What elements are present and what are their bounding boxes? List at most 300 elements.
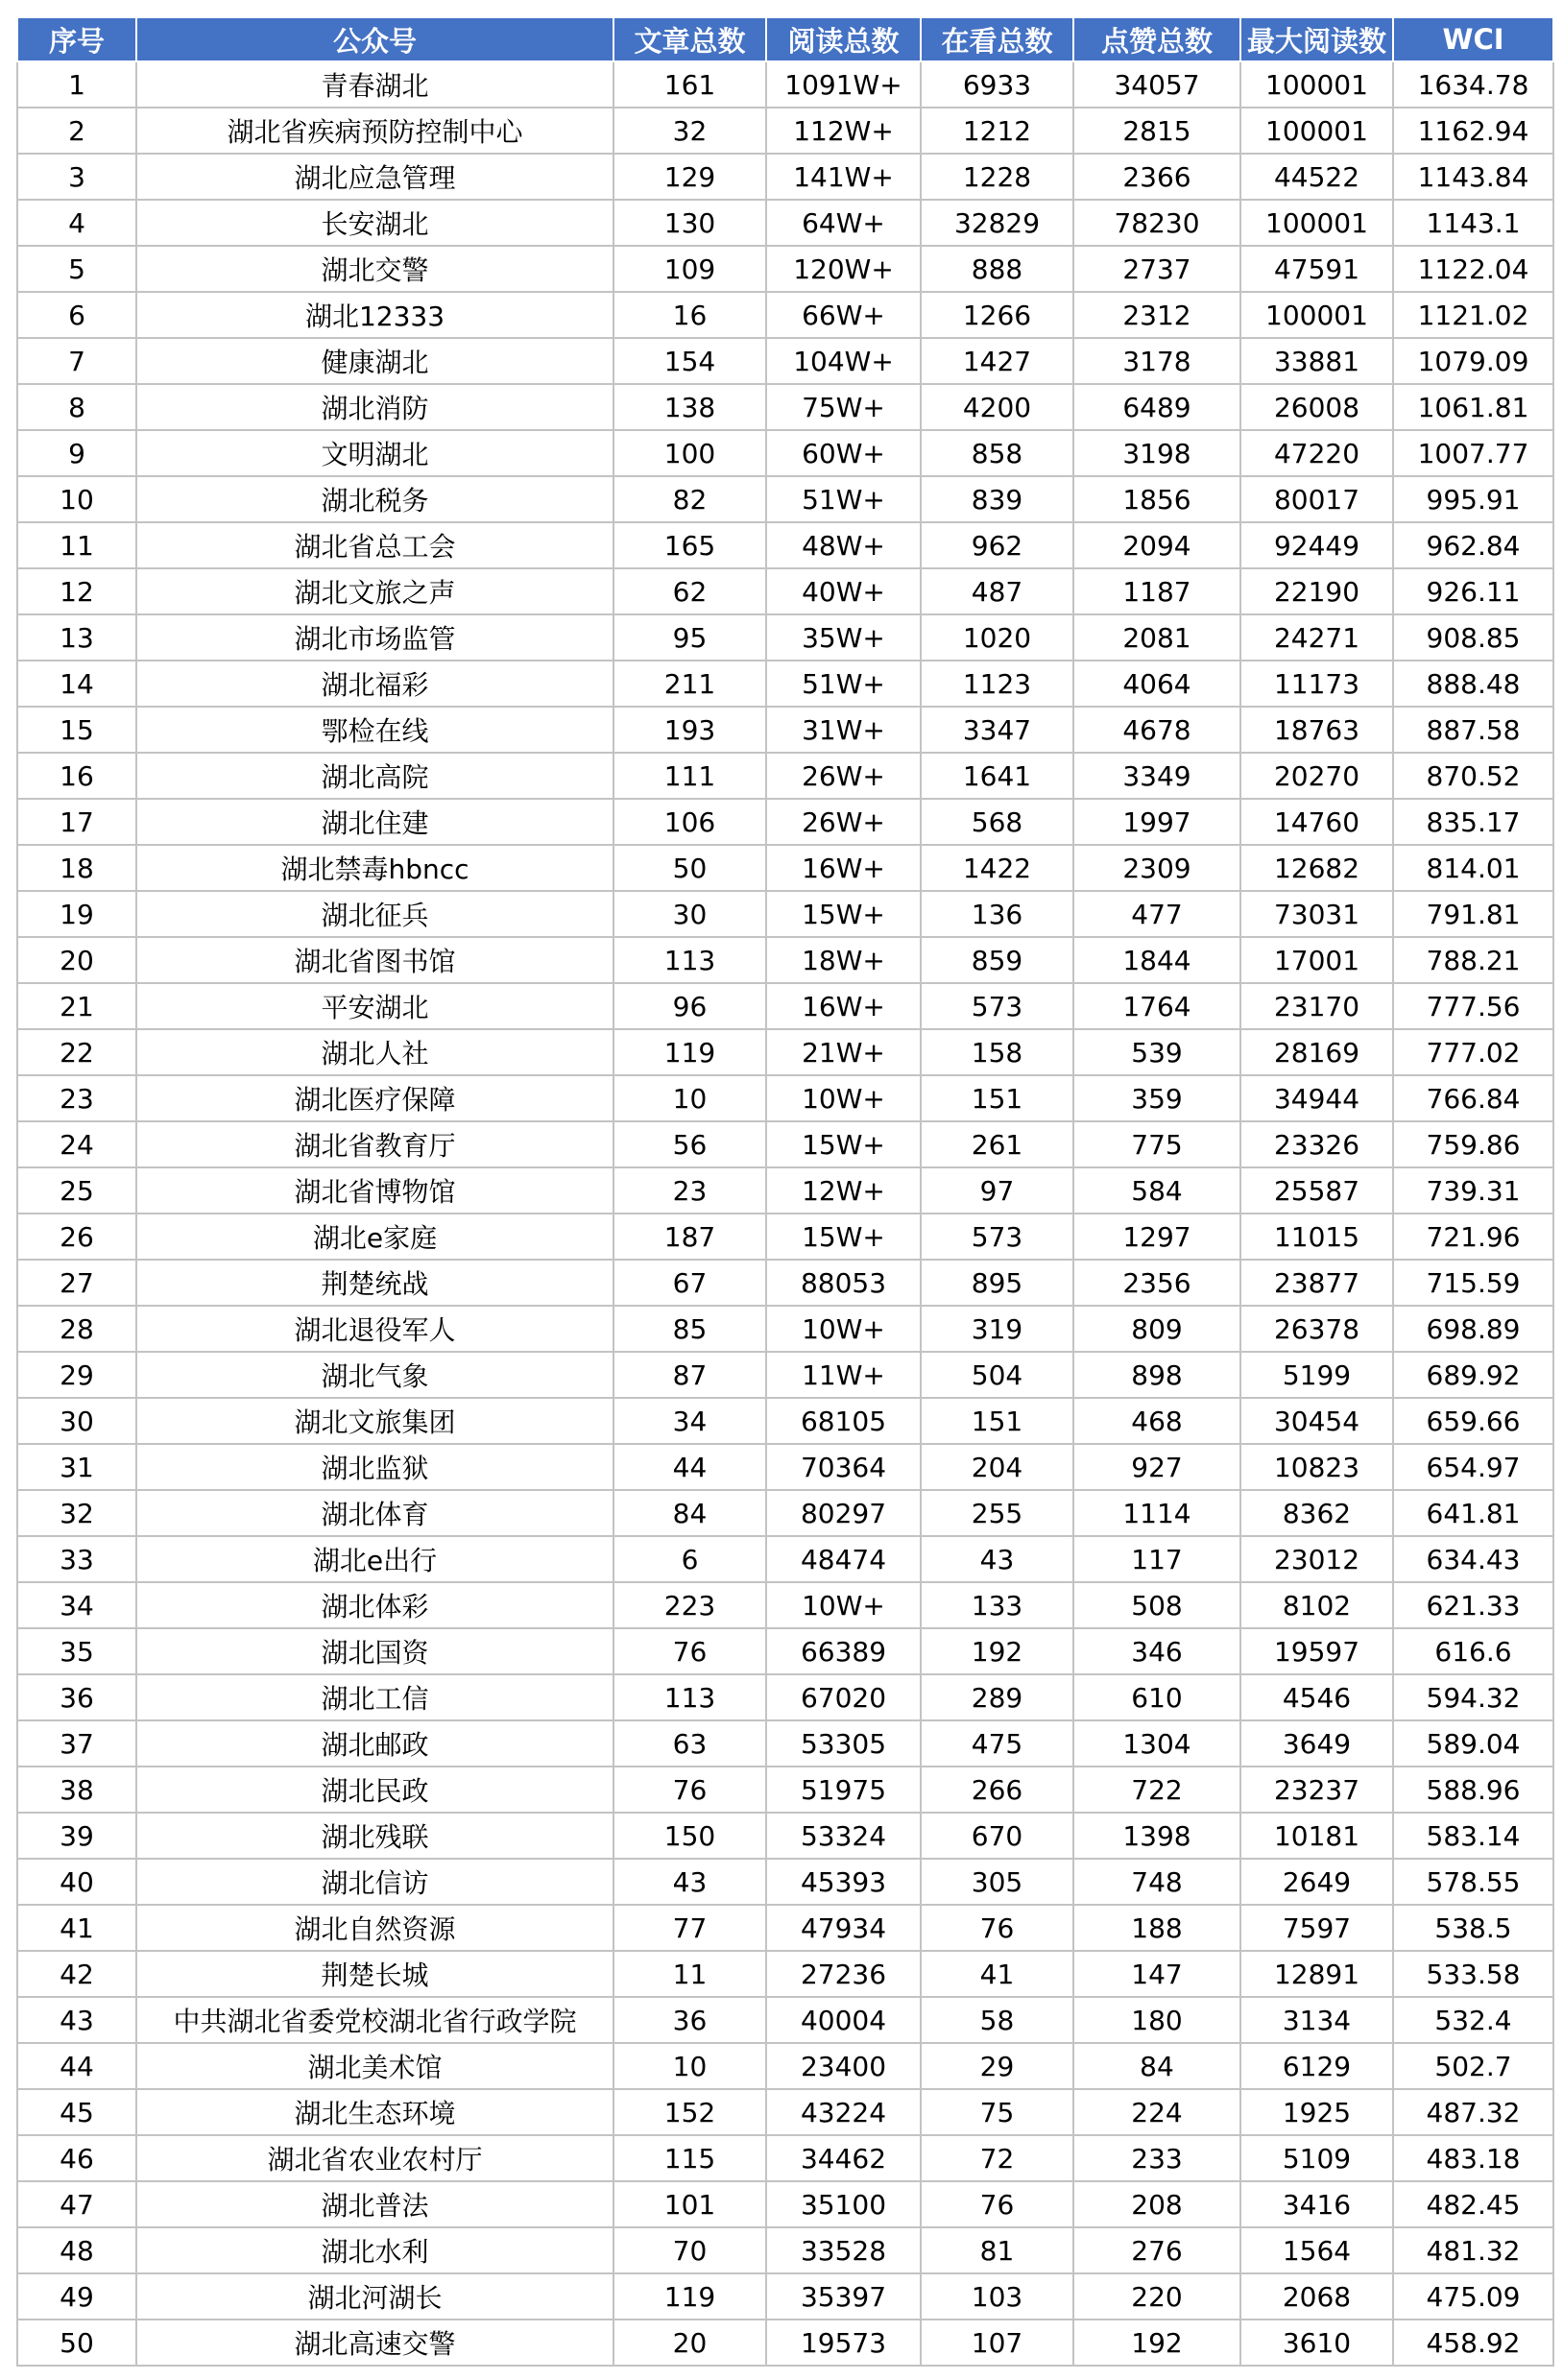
table-row <box>17 338 1553 384</box>
cell-watching: 158 <box>921 1029 1073 1075</box>
cell-account: 湖北消防 <box>136 384 613 430</box>
header-watching: 在看总数 <box>921 17 1073 61</box>
cell-articles: 62 <box>613 568 766 614</box>
cell-max-reads: 92449 <box>1240 522 1393 568</box>
header-reads: 阅读总数 <box>766 17 921 61</box>
cell-likes: 809 <box>1073 1306 1240 1352</box>
cell-articles: 161 <box>613 61 766 108</box>
cell-reads: 40W+ <box>766 568 921 614</box>
cell-likes: 1844 <box>1073 937 1240 983</box>
cell-articles: 152 <box>613 2089 766 2135</box>
cell-rank: 13 <box>17 614 136 661</box>
cell-reads: 67020 <box>766 1674 921 1720</box>
cell-account: 湖北医疗保障 <box>136 1075 613 1121</box>
cell-articles: 129 <box>613 154 766 200</box>
cell-watching: 43 <box>921 1536 1073 1582</box>
cell-account: 湖北民政 <box>136 1767 613 1813</box>
cell-reads: 45393 <box>766 1859 921 1905</box>
cell-articles: 87 <box>613 1352 766 1398</box>
cell-max-reads: 3134 <box>1240 1997 1393 2043</box>
cell-wci: 908.85 <box>1393 614 1553 661</box>
table-row <box>17 200 1553 246</box>
cell-rank: 30 <box>17 1398 136 1444</box>
cell-likes: 34057 <box>1073 61 1240 108</box>
cell-likes: 748 <box>1073 1859 1240 1905</box>
cell-wci: 814.01 <box>1393 845 1553 891</box>
cell-reads: 66389 <box>766 1628 921 1674</box>
cell-watching: 888 <box>921 246 1073 292</box>
cell-articles: 115 <box>613 2135 766 2181</box>
table-row <box>17 1167 1553 1214</box>
cell-rank: 20 <box>17 937 136 983</box>
cell-account: 平安湖北 <box>136 983 613 1029</box>
cell-account: 湖北省图书馆 <box>136 937 613 983</box>
cell-wci: 721.96 <box>1393 1214 1553 1260</box>
cell-watching: 895 <box>921 1260 1073 1306</box>
cell-max-reads: 11015 <box>1240 1214 1393 1260</box>
cell-articles: 96 <box>613 983 766 1029</box>
table-row <box>17 1720 1553 1767</box>
cell-reads: 68105 <box>766 1398 921 1444</box>
table-row <box>17 614 1553 661</box>
cell-wci: 777.02 <box>1393 1029 1553 1075</box>
cell-max-reads: 80017 <box>1240 476 1393 522</box>
table-row <box>17 661 1553 707</box>
cell-watching: 29 <box>921 2043 1073 2089</box>
cell-likes: 3349 <box>1073 753 1240 799</box>
cell-wci: 502.7 <box>1393 2043 1553 2089</box>
cell-account: 湖北e家庭 <box>136 1214 613 1260</box>
cell-articles: 130 <box>613 200 766 246</box>
table-row <box>17 845 1553 891</box>
cell-max-reads: 10823 <box>1240 1444 1393 1490</box>
cell-wci: 689.92 <box>1393 1352 1553 1398</box>
cell-rank: 18 <box>17 845 136 891</box>
cell-account: 荆楚统战 <box>136 1260 613 1306</box>
cell-max-reads: 73031 <box>1240 891 1393 937</box>
cell-account: 湖北文旅集团 <box>136 1398 613 1444</box>
cell-likes: 1764 <box>1073 983 1240 1029</box>
cell-max-reads: 33881 <box>1240 338 1393 384</box>
cell-account: 湖北监狱 <box>136 1444 613 1490</box>
cell-max-reads: 1925 <box>1240 2089 1393 2135</box>
cell-reads: 10W+ <box>766 1582 921 1628</box>
cell-likes: 192 <box>1073 2320 1240 2366</box>
cell-articles: 82 <box>613 476 766 522</box>
cell-watching: 192 <box>921 1628 1073 1674</box>
cell-watching: 41 <box>921 1951 1073 1997</box>
cell-rank: 26 <box>17 1214 136 1260</box>
cell-reads: 12W+ <box>766 1167 921 1214</box>
table-row <box>17 384 1553 430</box>
cell-reads: 120W+ <box>766 246 921 292</box>
cell-articles: 16 <box>613 292 766 338</box>
cell-likes: 2366 <box>1073 154 1240 200</box>
cell-wci: 616.6 <box>1393 1628 1553 1674</box>
table-row <box>17 2043 1553 2089</box>
cell-watching: 133 <box>921 1582 1073 1628</box>
cell-reads: 11W+ <box>766 1352 921 1398</box>
cell-account: 湖北自然资源 <box>136 1905 613 1951</box>
cell-articles: 76 <box>613 1628 766 1674</box>
cell-likes: 233 <box>1073 2135 1240 2181</box>
cell-likes: 147 <box>1073 1951 1240 1997</box>
cell-likes: 539 <box>1073 1029 1240 1075</box>
cell-rank: 33 <box>17 1536 136 1582</box>
cell-max-reads: 2068 <box>1240 2273 1393 2320</box>
table-row <box>17 937 1553 983</box>
table-row <box>17 1029 1553 1075</box>
cell-account: 湖北普法 <box>136 2181 613 2227</box>
cell-rank: 8 <box>17 384 136 430</box>
cell-likes: 188 <box>1073 1905 1240 1951</box>
cell-rank: 46 <box>17 2135 136 2181</box>
cell-likes: 2312 <box>1073 292 1240 338</box>
table-row <box>17 292 1553 338</box>
cell-rank: 49 <box>17 2273 136 2320</box>
cell-watching: 573 <box>921 983 1073 1029</box>
table-row <box>17 753 1553 799</box>
table-row <box>17 1490 1553 1536</box>
cell-rank: 1 <box>17 61 136 108</box>
cell-rank: 4 <box>17 200 136 246</box>
cell-max-reads: 47591 <box>1240 246 1393 292</box>
cell-rank: 24 <box>17 1121 136 1167</box>
cell-reads: 18W+ <box>766 937 921 983</box>
cell-reads: 40004 <box>766 1997 921 2043</box>
cell-wci: 482.45 <box>1393 2181 1553 2227</box>
table-row <box>17 2089 1553 2135</box>
cell-wci: 1634.78 <box>1393 61 1553 108</box>
cell-account: 中共湖北省委党校湖北省行政学院 <box>136 1997 613 2043</box>
cell-wci: 888.48 <box>1393 661 1553 707</box>
cell-account: 湖北国资 <box>136 1628 613 1674</box>
table-row <box>17 2181 1553 2227</box>
cell-reads: 15W+ <box>766 1121 921 1167</box>
cell-likes: 4064 <box>1073 661 1240 707</box>
cell-max-reads: 10181 <box>1240 1813 1393 1859</box>
cell-rank: 11 <box>17 522 136 568</box>
cell-rank: 35 <box>17 1628 136 1674</box>
cell-watching: 4200 <box>921 384 1073 430</box>
table-row <box>17 1813 1553 1859</box>
header-max-reads: 最大阅读数 <box>1240 17 1393 61</box>
cell-account: 湖北征兵 <box>136 891 613 937</box>
cell-wci: 641.81 <box>1393 1490 1553 1536</box>
cell-likes: 2094 <box>1073 522 1240 568</box>
ranking-table <box>16 16 1554 2367</box>
cell-reads: 51975 <box>766 1767 921 1813</box>
cell-max-reads: 7597 <box>1240 1905 1393 1951</box>
cell-reads: 31W+ <box>766 707 921 753</box>
cell-max-reads: 100001 <box>1240 200 1393 246</box>
cell-rank: 39 <box>17 1813 136 1859</box>
cell-watching: 475 <box>921 1720 1073 1767</box>
cell-wci: 926.11 <box>1393 568 1553 614</box>
table-row <box>17 1859 1553 1905</box>
table-row <box>17 476 1553 522</box>
cell-rank: 44 <box>17 2043 136 2089</box>
cell-max-reads: 23237 <box>1240 1767 1393 1813</box>
cell-articles: 119 <box>613 1029 766 1075</box>
cell-articles: 30 <box>613 891 766 937</box>
cell-likes: 468 <box>1073 1398 1240 1444</box>
cell-rank: 2 <box>17 108 136 154</box>
table-row <box>17 1444 1553 1490</box>
cell-account: 湖北文旅之声 <box>136 568 613 614</box>
cell-likes: 722 <box>1073 1767 1240 1813</box>
cell-account: 湖北体彩 <box>136 1582 613 1628</box>
cell-account: 湖北12333 <box>136 292 613 338</box>
table-row <box>17 154 1553 200</box>
cell-watching: 81 <box>921 2227 1073 2273</box>
table-row <box>17 1582 1553 1628</box>
cell-watching: 107 <box>921 2320 1073 2366</box>
cell-watching: 1228 <box>921 154 1073 200</box>
cell-reads: 34462 <box>766 2135 921 2181</box>
cell-watching: 487 <box>921 568 1073 614</box>
cell-account: 青春湖北 <box>136 61 613 108</box>
cell-rank: 31 <box>17 1444 136 1490</box>
cell-account: 湖北水利 <box>136 2227 613 2273</box>
cell-account: 湖北税务 <box>136 476 613 522</box>
cell-likes: 3198 <box>1073 430 1240 476</box>
cell-wci: 777.56 <box>1393 983 1553 1029</box>
cell-account: 湖北信访 <box>136 1859 613 1905</box>
cell-max-reads: 28169 <box>1240 1029 1393 1075</box>
cell-max-reads: 25587 <box>1240 1167 1393 1214</box>
cell-max-reads: 6129 <box>1240 2043 1393 2089</box>
table-row <box>17 891 1553 937</box>
table-row <box>17 1306 1553 1352</box>
cell-articles: 70 <box>613 2227 766 2273</box>
cell-max-reads: 34944 <box>1240 1075 1393 1121</box>
cell-wci: 995.91 <box>1393 476 1553 522</box>
cell-articles: 67 <box>613 1260 766 1306</box>
cell-wci: 835.17 <box>1393 799 1553 845</box>
table-row <box>17 2273 1553 2320</box>
cell-account: 湖北住建 <box>136 799 613 845</box>
cell-likes: 1997 <box>1073 799 1240 845</box>
cell-watching: 255 <box>921 1490 1073 1536</box>
cell-max-reads: 8102 <box>1240 1582 1393 1628</box>
cell-likes: 898 <box>1073 1352 1240 1398</box>
cell-wci: 533.58 <box>1393 1951 1553 1997</box>
cell-articles: 193 <box>613 707 766 753</box>
table-row <box>17 568 1553 614</box>
cell-account: 湖北生态环境 <box>136 2089 613 2135</box>
cell-watching: 75 <box>921 2089 1073 2135</box>
cell-rank: 12 <box>17 568 136 614</box>
cell-rank: 45 <box>17 2089 136 2135</box>
cell-max-reads: 3610 <box>1240 2320 1393 2366</box>
cell-wci: 475.09 <box>1393 2273 1553 2320</box>
cell-articles: 119 <box>613 2273 766 2320</box>
cell-account: 湖北省教育厅 <box>136 1121 613 1167</box>
cell-reads: 27236 <box>766 1951 921 1997</box>
cell-reads: 15W+ <box>766 891 921 937</box>
cell-max-reads: 26008 <box>1240 384 1393 430</box>
cell-watching: 204 <box>921 1444 1073 1490</box>
table-row <box>17 1121 1553 1167</box>
cell-reads: 88053 <box>766 1260 921 1306</box>
cell-reads: 21W+ <box>766 1029 921 1075</box>
cell-reads: 66W+ <box>766 292 921 338</box>
cell-reads: 10W+ <box>766 1075 921 1121</box>
table-row <box>17 1260 1553 1306</box>
cell-rank: 3 <box>17 154 136 200</box>
cell-watching: 32829 <box>921 200 1073 246</box>
cell-rank: 34 <box>17 1582 136 1628</box>
cell-account: 湖北福彩 <box>136 661 613 707</box>
header-wci: WCI <box>1393 17 1553 61</box>
table-row <box>17 1628 1553 1674</box>
cell-reads: 141W+ <box>766 154 921 200</box>
cell-account: 湖北应急管理 <box>136 154 613 200</box>
cell-watching: 261 <box>921 1121 1073 1167</box>
cell-articles: 187 <box>613 1214 766 1260</box>
cell-likes: 276 <box>1073 2227 1240 2273</box>
cell-rank: 43 <box>17 1997 136 2043</box>
cell-articles: 10 <box>613 2043 766 2089</box>
cell-max-reads: 23170 <box>1240 983 1393 1029</box>
cell-likes: 220 <box>1073 2273 1240 2320</box>
cell-articles: 11 <box>613 1951 766 1997</box>
cell-watching: 1123 <box>921 661 1073 707</box>
cell-account: 湖北人社 <box>136 1029 613 1075</box>
cell-likes: 359 <box>1073 1075 1240 1121</box>
cell-wci: 583.14 <box>1393 1813 1553 1859</box>
cell-wci: 1162.94 <box>1393 108 1553 154</box>
cell-articles: 101 <box>613 2181 766 2227</box>
cell-watching: 151 <box>921 1075 1073 1121</box>
cell-account: 文明湖北 <box>136 430 613 476</box>
cell-max-reads: 100001 <box>1240 108 1393 154</box>
header-row <box>17 17 1553 61</box>
cell-rank: 9 <box>17 430 136 476</box>
cell-wci: 532.4 <box>1393 1997 1553 2043</box>
cell-watching: 568 <box>921 799 1073 845</box>
cell-likes: 1114 <box>1073 1490 1240 1536</box>
cell-wci: 588.96 <box>1393 1767 1553 1813</box>
cell-likes: 2815 <box>1073 108 1240 154</box>
cell-account: 湖北邮政 <box>136 1720 613 1767</box>
cell-max-reads: 18763 <box>1240 707 1393 753</box>
cell-wci: 1061.81 <box>1393 384 1553 430</box>
cell-wci: 791.81 <box>1393 891 1553 937</box>
cell-max-reads: 11173 <box>1240 661 1393 707</box>
cell-reads: 35397 <box>766 2273 921 2320</box>
cell-likes: 584 <box>1073 1167 1240 1214</box>
cell-account: 湖北河湖长 <box>136 2273 613 2320</box>
cell-wci: 659.66 <box>1393 1398 1553 1444</box>
cell-rank: 22 <box>17 1029 136 1075</box>
cell-watching: 1020 <box>921 614 1073 661</box>
cell-max-reads: 26378 <box>1240 1306 1393 1352</box>
cell-reads: 70364 <box>766 1444 921 1490</box>
header-articles: 文章总数 <box>613 17 766 61</box>
cell-max-reads: 44522 <box>1240 154 1393 200</box>
cell-account: 湖北气象 <box>136 1352 613 1398</box>
cell-watching: 573 <box>921 1214 1073 1260</box>
cell-articles: 113 <box>613 1674 766 1720</box>
cell-wci: 788.21 <box>1393 937 1553 983</box>
cell-likes: 508 <box>1073 1582 1240 1628</box>
table-row <box>17 1075 1553 1121</box>
cell-watching: 151 <box>921 1398 1073 1444</box>
cell-likes: 775 <box>1073 1121 1240 1167</box>
cell-watching: 1212 <box>921 108 1073 154</box>
cell-reads: 16W+ <box>766 845 921 891</box>
cell-reads: 53324 <box>766 1813 921 1859</box>
cell-max-reads: 3416 <box>1240 2181 1393 2227</box>
cell-reads: 26W+ <box>766 799 921 845</box>
cell-watching: 858 <box>921 430 1073 476</box>
cell-wci: 538.5 <box>1393 1905 1553 1951</box>
cell-likes: 3178 <box>1073 338 1240 384</box>
cell-wci: 594.32 <box>1393 1674 1553 1720</box>
cell-wci: 698.89 <box>1393 1306 1553 1352</box>
cell-watching: 305 <box>921 1859 1073 1905</box>
cell-reads: 26W+ <box>766 753 921 799</box>
cell-account: 湖北残联 <box>136 1813 613 1859</box>
cell-max-reads: 23877 <box>1240 1260 1393 1306</box>
cell-likes: 84 <box>1073 2043 1240 2089</box>
cell-rank: 23 <box>17 1075 136 1121</box>
cell-articles: 138 <box>613 384 766 430</box>
cell-rank: 37 <box>17 1720 136 1767</box>
cell-account: 湖北省总工会 <box>136 522 613 568</box>
cell-rank: 27 <box>17 1260 136 1306</box>
cell-rank: 41 <box>17 1905 136 1951</box>
cell-reads: 35100 <box>766 2181 921 2227</box>
cell-watching: 58 <box>921 1997 1073 2043</box>
table-row <box>17 1674 1553 1720</box>
cell-max-reads: 5109 <box>1240 2135 1393 2181</box>
cell-wci: 759.86 <box>1393 1121 1553 1167</box>
table-row <box>17 246 1553 292</box>
cell-watching: 859 <box>921 937 1073 983</box>
cell-rank: 14 <box>17 661 136 707</box>
cell-account: 湖北美术馆 <box>136 2043 613 2089</box>
cell-likes: 1398 <box>1073 1813 1240 1859</box>
cell-articles: 77 <box>613 1905 766 1951</box>
cell-likes: 1304 <box>1073 1720 1240 1767</box>
table-row <box>17 430 1553 476</box>
cell-reads: 60W+ <box>766 430 921 476</box>
table-row <box>17 2320 1553 2366</box>
cell-max-reads: 3649 <box>1240 1720 1393 1767</box>
cell-wci: 621.33 <box>1393 1582 1553 1628</box>
cell-max-reads: 24271 <box>1240 614 1393 661</box>
table-row <box>17 1951 1553 1997</box>
cell-max-reads: 12682 <box>1240 845 1393 891</box>
cell-watching: 76 <box>921 1905 1073 1951</box>
cell-watching: 289 <box>921 1674 1073 1720</box>
cell-account: 荆楚长城 <box>136 1951 613 1997</box>
header-likes: 点赞总数 <box>1073 17 1240 61</box>
cell-account: 湖北工信 <box>136 1674 613 1720</box>
cell-watching: 504 <box>921 1352 1073 1398</box>
cell-account: 湖北省疾病预防控制中心 <box>136 108 613 154</box>
cell-reads: 64W+ <box>766 200 921 246</box>
cell-wci: 487.32 <box>1393 2089 1553 2135</box>
cell-likes: 2309 <box>1073 845 1240 891</box>
cell-max-reads: 17001 <box>1240 937 1393 983</box>
cell-account: 湖北高速交警 <box>136 2320 613 2366</box>
cell-watching: 319 <box>921 1306 1073 1352</box>
cell-articles: 85 <box>613 1306 766 1352</box>
